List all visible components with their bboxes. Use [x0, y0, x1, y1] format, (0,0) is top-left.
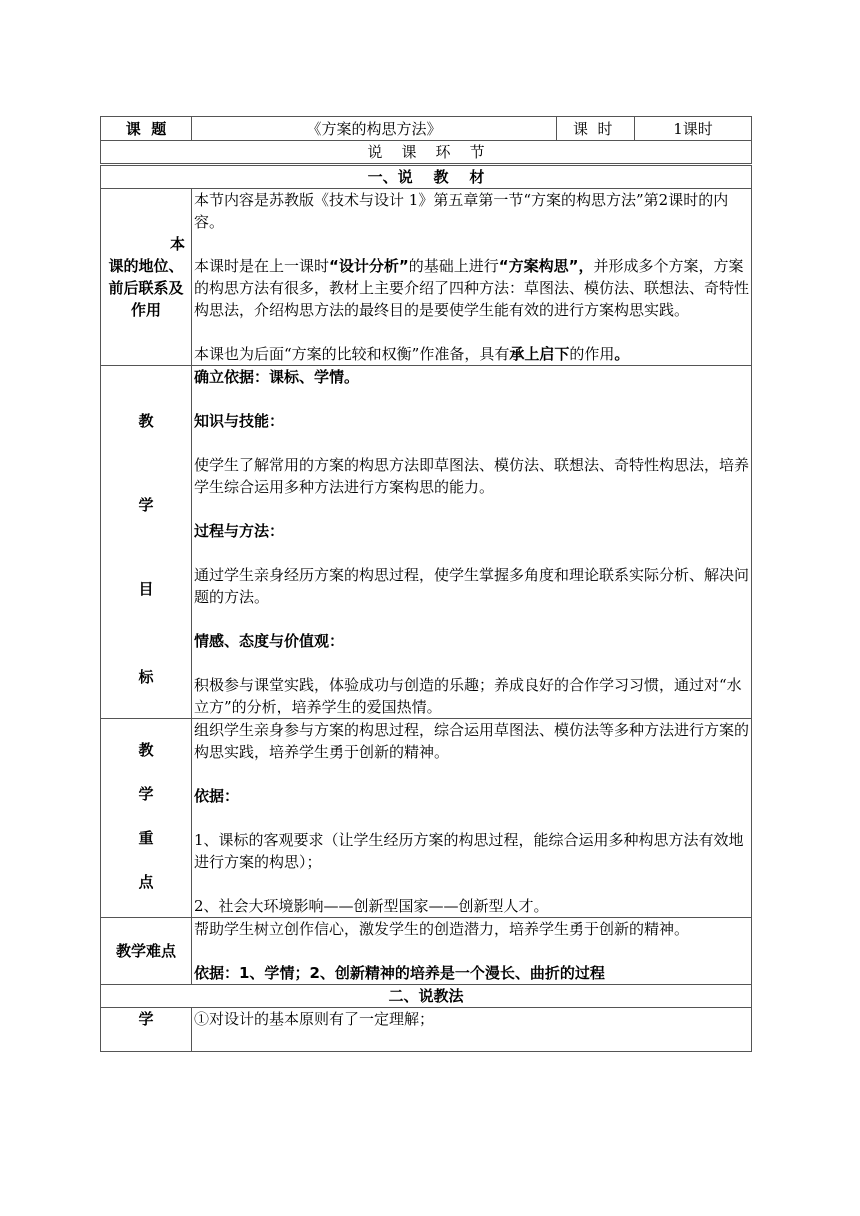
topic-label: 课 题 [101, 117, 192, 141]
goals-heading-process [194, 520, 749, 542]
position-label [101, 189, 192, 366]
difficulty-text-2 [194, 962, 749, 984]
position-label-line1: 本 [169, 235, 185, 253]
part2-title: 二、说教法 [101, 985, 752, 1008]
goals-label [101, 366, 192, 719]
key-label-char-2: 学 [138, 785, 154, 803]
goals-label-char-2: 学 [138, 496, 154, 514]
key-label-char-4: 点 [138, 873, 154, 891]
student-row [101, 1008, 752, 1052]
key-text-2: 1、课标的客观要求（让学生经历方案的构思过程，能综合运用多种构思方法有效地进行方案的构思）； [194, 831, 744, 871]
section-title-row [101, 141, 752, 165]
part2-title-row [101, 985, 752, 1008]
part1-title: 一、说 教 材 [101, 165, 752, 189]
position-para3-bold-b: 承上启下 [509, 345, 570, 363]
position-label-line2: 课的地位、 [108, 257, 184, 275]
student-label: 学 [101, 1008, 192, 1052]
student-text-1: ①对设计的基本原则有了一定理解； [194, 1010, 435, 1028]
position-para2-bold-d: “方案构思”， [498, 257, 594, 275]
header-row [101, 117, 752, 141]
position-content [192, 189, 752, 366]
goals-text-process: 通过学生亲身经历方案的构思过程，使学生掌握多角度和理论联系实际分析、解决问题的方法。 [194, 566, 750, 606]
goals-heading-knowledge-text: 知识与技能： [194, 412, 285, 430]
goals-label-char-4: 标 [138, 668, 154, 686]
key-label-char-3: 重 [138, 829, 154, 847]
position-para2-text-a: 本课时是在上一课时 [194, 257, 330, 275]
position-para2-bold-b: “设计分析” [329, 257, 409, 275]
difficulty-text-1: 帮助学生树立创作信心，激发学生的创造潜力，培养学生勇于创新的精神。 [194, 920, 690, 938]
position-row [101, 189, 752, 366]
difficulty-text-2-bold: 依据：1、学情；2、创新精神的培养是一个漫长、曲折的过程 [194, 964, 605, 982]
goals-basis [194, 366, 749, 388]
goals-label-char-3: 目 [138, 580, 154, 598]
period-label: 课 时 [557, 117, 635, 141]
key-heading-basis [194, 785, 749, 807]
lesson-plan-document [100, 116, 751, 1052]
goals-heading-attitude-text: 情感、态度与价值观： [194, 632, 345, 650]
key-points-label [101, 719, 192, 918]
position-para3-bold-d: 。 [614, 345, 630, 363]
section-title: 说 课 环 节 [101, 141, 752, 165]
difficulty-content [192, 918, 752, 985]
position-para2-text-c: 的基础上进行 [408, 257, 499, 275]
position-para3-text-c: 的作用 [569, 345, 615, 363]
position-para3-text-a: 本课也为后面“方案的比较和权衡”作准备，具有 [194, 345, 510, 363]
student-content [192, 1008, 752, 1052]
position-para2-text-e: 并形成多个方案，方案的构思方法有很多，教材上主要介绍了四种方法：草图法、模仿法、联想法、奇特性构思法，介绍构思方法的最终目的是要使学生能有效的进行方案构思实践。 [194, 257, 750, 319]
position-label-line3: 前后联系及 [108, 279, 184, 297]
goals-heading-knowledge [194, 410, 749, 432]
goals-basis-text: 确立依据：课标、学情。 [194, 368, 360, 386]
key-points-content [192, 719, 752, 918]
topic-value: 《方案的构思方法》 [192, 117, 557, 141]
goals-label-char-1: 教 [138, 412, 154, 430]
goals-text-knowledge: 使学生了解常用的方案的构思方法即草图法、模仿法、联想法、奇特性构思法，培养学生综合运用多种方法进行方案构思的能力。 [194, 456, 750, 496]
position-label-line4: 作用 [130, 301, 161, 319]
part1-title-row [101, 165, 752, 189]
difficulty-label: 教学难点 [101, 918, 192, 985]
position-para3 [194, 343, 749, 365]
lesson-plan-table [100, 116, 752, 1052]
goals-row [101, 366, 752, 719]
period-value: 1课时 [635, 117, 752, 141]
goals-heading-attitude [194, 630, 749, 652]
key-label-char-1: 教 [138, 741, 154, 759]
position-para1: 本节内容是苏教版《技术与设计 1》第五章第一节“方案的构思方法”第2课时的内容。 [194, 191, 729, 231]
difficulty-row [101, 918, 752, 985]
key-text-3: 2、社会大环境影响——创新型国家——创新型人才。 [194, 897, 549, 915]
key-points-row [101, 719, 752, 918]
goals-text-attitude: 积极参与课堂实践，体验成功与创造的乐趣；养成良好的合作学习习惯，通过对“水立方”的分析，培养学生的爱国热情。 [194, 676, 742, 716]
goals-heading-process-text: 过程与方法： [194, 522, 285, 540]
position-para2 [194, 255, 749, 321]
key-heading-basis-text: 依据： [194, 787, 240, 805]
key-text-1: 组织学生亲身参与方案的构思过程，综合运用草图法、模仿法等多种方法进行方案的构思实践，培养学生勇于创新的精神。 [194, 721, 750, 761]
goals-content [192, 366, 752, 719]
